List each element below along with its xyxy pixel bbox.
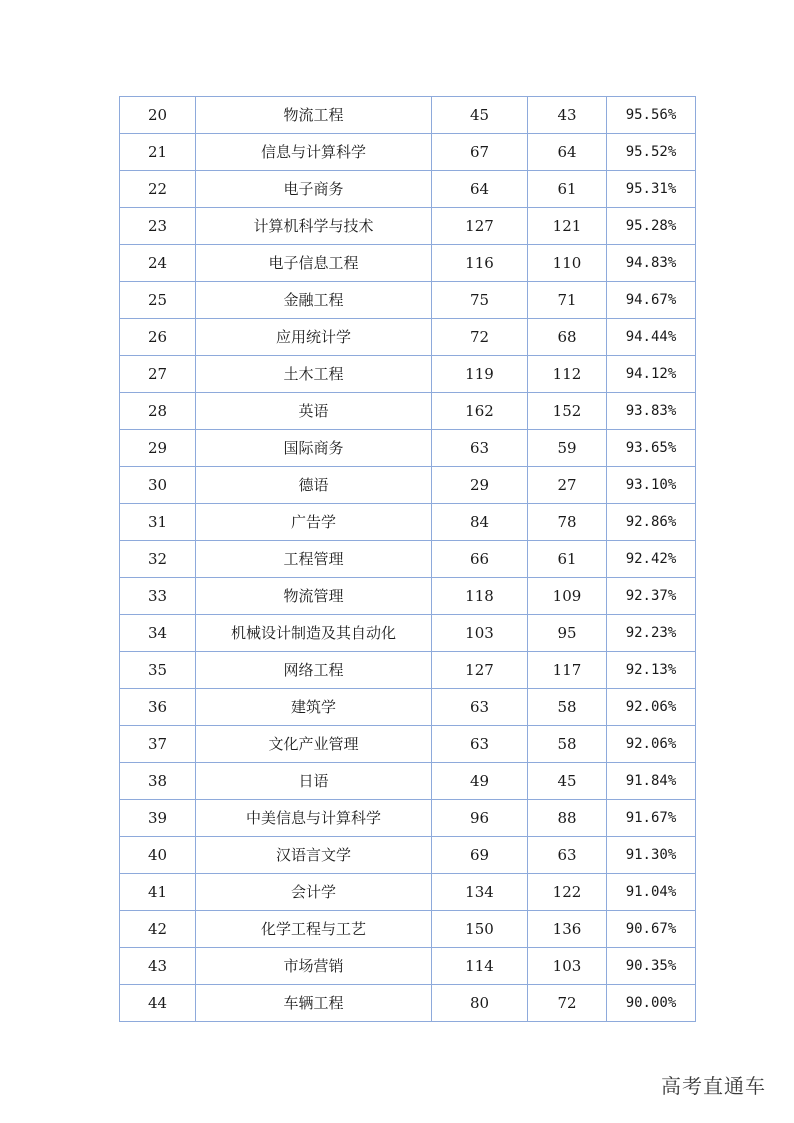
employment-rate: 92.42% <box>607 541 696 578</box>
graduate-count: 119 <box>432 356 528 393</box>
table-row <box>120 541 696 578</box>
employed-count: 61 <box>528 171 607 208</box>
graduate-count: 134 <box>432 874 528 911</box>
major-name: 物流工程 <box>196 97 432 134</box>
graduate-count: 72 <box>432 319 528 356</box>
major-name: 广告学 <box>196 504 432 541</box>
graduate-count: 162 <box>432 393 528 430</box>
major-name: 市场营销 <box>196 948 432 985</box>
row-number: 25 <box>120 282 196 319</box>
graduate-count: 127 <box>432 208 528 245</box>
graduate-count: 118 <box>432 578 528 615</box>
table-body <box>120 97 696 1022</box>
major-name: 车辆工程 <box>196 985 432 1022</box>
employed-count: 112 <box>528 356 607 393</box>
graduate-count: 63 <box>432 689 528 726</box>
row-number: 37 <box>120 726 196 763</box>
employment-rate: 94.44% <box>607 319 696 356</box>
employment-rate: 93.10% <box>607 467 696 504</box>
major-name: 电子商务 <box>196 171 432 208</box>
major-name: 建筑学 <box>196 689 432 726</box>
employment-rate: 92.37% <box>607 578 696 615</box>
employed-count: 58 <box>528 726 607 763</box>
employment-rate: 94.67% <box>607 282 696 319</box>
table-row <box>120 652 696 689</box>
employment-table <box>119 96 696 1022</box>
row-number: 38 <box>120 763 196 800</box>
major-name: 国际商务 <box>196 430 432 467</box>
employed-count: 122 <box>528 874 607 911</box>
employed-count: 110 <box>528 245 607 282</box>
major-name: 土木工程 <box>196 356 432 393</box>
row-number: 30 <box>120 467 196 504</box>
employment-rate: 91.04% <box>607 874 696 911</box>
row-number: 22 <box>120 171 196 208</box>
graduate-count: 114 <box>432 948 528 985</box>
table-row <box>120 282 696 319</box>
row-number: 43 <box>120 948 196 985</box>
graduate-count: 63 <box>432 726 528 763</box>
table-row <box>120 837 696 874</box>
row-number: 32 <box>120 541 196 578</box>
graduate-count: 96 <box>432 800 528 837</box>
employment-rate: 92.23% <box>607 615 696 652</box>
row-number: 33 <box>120 578 196 615</box>
employment-rate: 95.52% <box>607 134 696 171</box>
table-row <box>120 467 696 504</box>
major-name: 物流管理 <box>196 578 432 615</box>
employment-rate: 95.28% <box>607 208 696 245</box>
employed-count: 43 <box>528 97 607 134</box>
graduate-count: 45 <box>432 97 528 134</box>
row-number: 31 <box>120 504 196 541</box>
graduate-count: 29 <box>432 467 528 504</box>
employed-count: 117 <box>528 652 607 689</box>
major-name: 中美信息与计算科学 <box>196 800 432 837</box>
table-row <box>120 245 696 282</box>
table-row <box>120 208 696 245</box>
table-row <box>120 874 696 911</box>
graduate-count: 116 <box>432 245 528 282</box>
employment-rate: 93.83% <box>607 393 696 430</box>
row-number: 24 <box>120 245 196 282</box>
graduate-count: 84 <box>432 504 528 541</box>
row-number: 36 <box>120 689 196 726</box>
major-name: 金融工程 <box>196 282 432 319</box>
graduate-count: 67 <box>432 134 528 171</box>
table-row <box>120 911 696 948</box>
table-row <box>120 689 696 726</box>
employed-count: 95 <box>528 615 607 652</box>
row-number: 42 <box>120 911 196 948</box>
major-name: 电子信息工程 <box>196 245 432 282</box>
graduate-count: 80 <box>432 985 528 1022</box>
table-row <box>120 356 696 393</box>
table-row <box>120 430 696 467</box>
employment-rate: 91.30% <box>607 837 696 874</box>
major-name: 机械设计制造及其自动化 <box>196 615 432 652</box>
employment-rate: 95.31% <box>607 171 696 208</box>
table-row <box>120 726 696 763</box>
graduate-count: 103 <box>432 615 528 652</box>
graduate-count: 66 <box>432 541 528 578</box>
employment-rate: 92.06% <box>607 726 696 763</box>
employment-rate: 92.86% <box>607 504 696 541</box>
major-name: 德语 <box>196 467 432 504</box>
employed-count: 45 <box>528 763 607 800</box>
row-number: 23 <box>120 208 196 245</box>
major-name: 英语 <box>196 393 432 430</box>
employed-count: 152 <box>528 393 607 430</box>
watermark-logo-text: 高考直通车 <box>661 1074 766 1098</box>
employed-count: 59 <box>528 430 607 467</box>
major-name: 文化产业管理 <box>196 726 432 763</box>
table-row <box>120 97 696 134</box>
major-name: 日语 <box>196 763 432 800</box>
row-number: 35 <box>120 652 196 689</box>
table-row <box>120 615 696 652</box>
major-name: 会计学 <box>196 874 432 911</box>
employed-count: 58 <box>528 689 607 726</box>
row-number: 28 <box>120 393 196 430</box>
employment-rate: 94.12% <box>607 356 696 393</box>
employed-count: 72 <box>528 985 607 1022</box>
row-number: 40 <box>120 837 196 874</box>
graduate-count: 69 <box>432 837 528 874</box>
employment-rate: 95.56% <box>607 97 696 134</box>
graduate-count: 49 <box>432 763 528 800</box>
major-name: 信息与计算科学 <box>196 134 432 171</box>
employment-rate: 90.00% <box>607 985 696 1022</box>
graduate-count: 150 <box>432 911 528 948</box>
major-name: 计算机科学与技术 <box>196 208 432 245</box>
employed-count: 27 <box>528 467 607 504</box>
employed-count: 61 <box>528 541 607 578</box>
employment-rate: 94.83% <box>607 245 696 282</box>
employed-count: 71 <box>528 282 607 319</box>
row-number: 44 <box>120 985 196 1022</box>
table-row <box>120 393 696 430</box>
graduate-count: 64 <box>432 171 528 208</box>
row-number: 39 <box>120 800 196 837</box>
table-row <box>120 134 696 171</box>
employed-count: 103 <box>528 948 607 985</box>
graduate-count: 127 <box>432 652 528 689</box>
employment-rate: 92.06% <box>607 689 696 726</box>
table-row <box>120 800 696 837</box>
employed-count: 63 <box>528 837 607 874</box>
graduate-count: 63 <box>432 430 528 467</box>
row-number: 29 <box>120 430 196 467</box>
employed-count: 78 <box>528 504 607 541</box>
graduate-count: 75 <box>432 282 528 319</box>
table-row <box>120 319 696 356</box>
table-row <box>120 985 696 1022</box>
row-number: 21 <box>120 134 196 171</box>
major-name: 工程管理 <box>196 541 432 578</box>
employment-rate: 92.13% <box>607 652 696 689</box>
employment-rate: 91.84% <box>607 763 696 800</box>
employment-rate: 90.67% <box>607 911 696 948</box>
row-number: 26 <box>120 319 196 356</box>
major-name: 化学工程与工艺 <box>196 911 432 948</box>
table-row <box>120 763 696 800</box>
table-row <box>120 578 696 615</box>
row-number: 20 <box>120 97 196 134</box>
row-number: 34 <box>120 615 196 652</box>
employed-count: 109 <box>528 578 607 615</box>
employed-count: 68 <box>528 319 607 356</box>
employment-rate: 90.35% <box>607 948 696 985</box>
table-row <box>120 504 696 541</box>
table-row <box>120 171 696 208</box>
row-number: 41 <box>120 874 196 911</box>
employed-count: 88 <box>528 800 607 837</box>
table-row <box>120 948 696 985</box>
major-name: 应用统计学 <box>196 319 432 356</box>
employed-count: 64 <box>528 134 607 171</box>
employment-rate: 93.65% <box>607 430 696 467</box>
employed-count: 136 <box>528 911 607 948</box>
employment-rate: 91.67% <box>607 800 696 837</box>
major-name: 网络工程 <box>196 652 432 689</box>
row-number: 27 <box>120 356 196 393</box>
major-name: 汉语言文学 <box>196 837 432 874</box>
employed-count: 121 <box>528 208 607 245</box>
